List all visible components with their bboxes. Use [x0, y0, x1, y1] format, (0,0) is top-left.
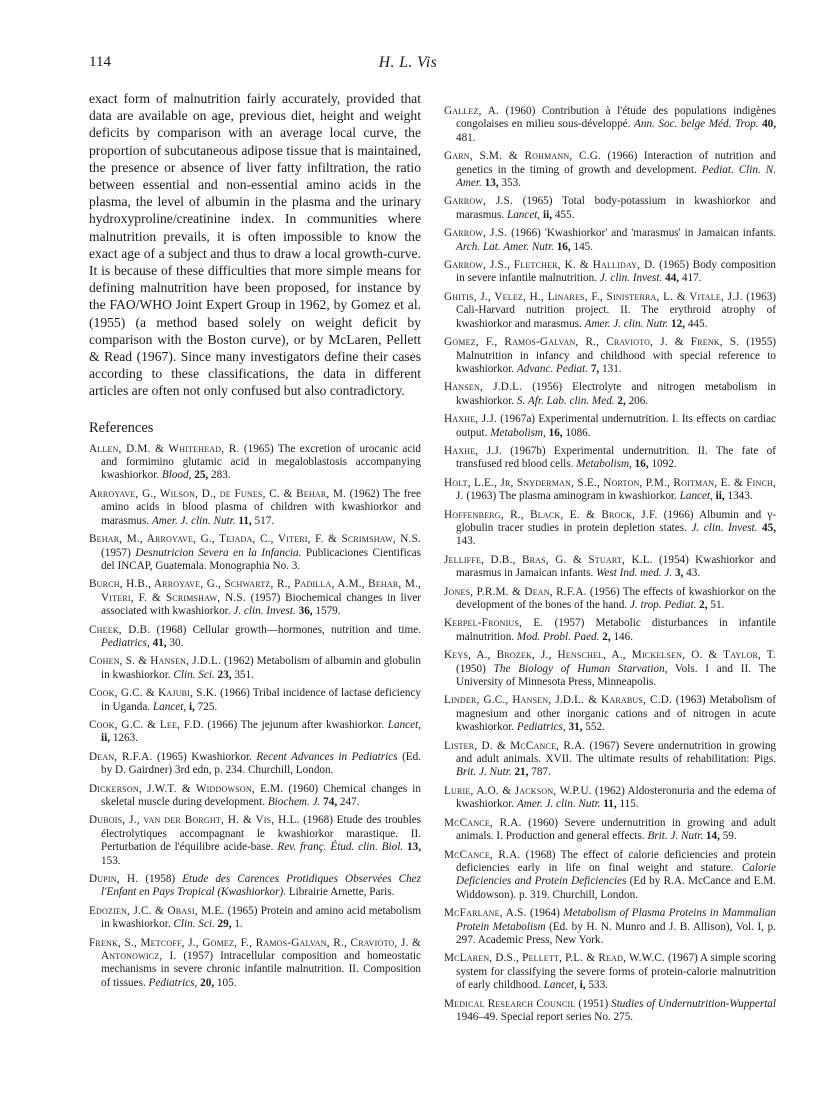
reference-title: Protein and amino acid metabolism in kwashiorkor.: [101, 904, 421, 931]
reference-pages: 552.: [585, 721, 605, 734]
reference-volume: 31,: [568, 721, 583, 734]
reference-volume: 23,: [217, 668, 232, 681]
reference-pages: 445.: [687, 317, 708, 330]
reference-pages: 283.: [211, 469, 231, 482]
reference-authors: Holt, L.E., Jr, Snyderman, S.E., Norton, P.M., Roitman, E. & Finch, J.: [444, 476, 776, 503]
reference-year: (1965): [243, 442, 274, 455]
reference-entry: [89, 578, 421, 618]
reference-entry: [444, 740, 776, 780]
reference-title: Metabolic disturbances in infantile malnutrition.: [456, 617, 777, 643]
page-number: 114: [89, 54, 111, 70]
reference-entry: [89, 937, 421, 991]
reference-pages: 351.: [234, 668, 254, 681]
reference-authors: Dupin, H.: [89, 873, 139, 886]
reference-title: Experimental undernutrition. II. The fate of transfused red blood cells.: [456, 444, 776, 471]
reference-year: (1967): [589, 739, 620, 752]
reference-journal: Advanc. Pediat.: [516, 362, 589, 375]
reference-entry: [444, 381, 776, 408]
reference-year: (1960): [505, 105, 536, 117]
references-list-left: [89, 443, 421, 991]
reference-authors: Haxhe, J.J.: [444, 444, 502, 457]
page-header: [0, 54, 816, 78]
reference-entry: [444, 445, 776, 472]
reference-authors: Garrow, J.S.: [444, 227, 508, 240]
reference-title: The plasma aminogram in kwashiorkor.: [498, 490, 677, 503]
reference-title: The free amino acids in blood plasma of children with kwashiorkor and marasmus.: [101, 487, 421, 527]
reference-authors: Garrow, J.S.: [444, 195, 513, 208]
reference-volume: 21,: [514, 766, 529, 779]
reference-journal: Biochem. J.: [267, 796, 321, 808]
reference-year: (1968): [525, 848, 556, 861]
reference-authors: Edozien, J.C. & Obasi, M.E.: [89, 904, 225, 917]
reference-journal: Metabolism of Plasma Proteins in Mammalian Protein Metabolism: [456, 907, 777, 933]
reference-pages: 517.: [254, 514, 275, 527]
reference-journal: J. clin. Invest.: [691, 521, 758, 534]
reference-authors: Medical Research Council: [444, 997, 576, 1010]
references-list-right: [444, 105, 776, 1024]
reference-volume: 45,: [762, 521, 777, 534]
reference-journal: Lancet,: [543, 979, 577, 992]
reference-authors: Hansen, J.D.L.: [444, 381, 523, 394]
reference-title: Aldosteronuria and the edema of kwashiorkor.: [456, 784, 776, 811]
reference-entry: [444, 617, 776, 644]
reference-volume: 11,: [603, 798, 617, 811]
reference-entry: [89, 719, 421, 746]
reference-volume: 7,: [590, 362, 600, 375]
reference-entry: [89, 873, 421, 900]
reference-authors: Gomez, F., Ramos-Galvan, R., Cravioto, J. & Frenk, S.: [444, 336, 740, 349]
reference-journal: Arch. Lat. Amer. Nutr.: [456, 240, 554, 253]
reference-title: Interaction of nutrition and genetics in the timing of growth and development.: [456, 150, 777, 176]
reference-authors: Haxhe, J.J.: [444, 413, 497, 426]
reference-title: The jejunum after kwashiorkor.: [240, 718, 385, 731]
reference-volume: 11,: [238, 514, 252, 527]
reference-authors: Allen, D.M. & Whitehead, R.: [89, 442, 240, 455]
reference-title: Malnutrition in infancy and childhood with special reference to kwashiorkor.: [456, 349, 776, 375]
reference-title: Intracellular composition and homeostatic mechanisms in severe chronic infantile malnutrition. II. Composition of tissues.: [101, 950, 422, 989]
reference-entry: [444, 907, 776, 947]
reference-authors: McLaren, D.S., Pellett, P.L. & Read, W.W.C.: [444, 952, 666, 965]
reference-pages: Vols. I and II. The University of Minnesota Press, Minneapolis.: [456, 662, 776, 689]
reference-entry: [444, 952, 776, 992]
reference-year: (1962): [223, 655, 254, 668]
reference-entry: [89, 533, 421, 573]
reference-entry: [89, 655, 421, 682]
reference-authors: McCance, R.A.: [444, 816, 522, 829]
reference-pages: 787.: [531, 766, 551, 779]
reference-year: (1966): [607, 150, 638, 163]
reference-journal: Lancet,: [506, 208, 541, 221]
left-column: [89, 90, 421, 995]
reference-journal: Blood,: [161, 469, 192, 482]
reference-authors: Hoffenberg, R., Black, E. & Brock, J.F.: [444, 508, 658, 521]
reference-volume: 3,: [674, 567, 684, 580]
reference-authors: Linder, G.C., Hansen, J.D.L. & Karabus, C.D.: [444, 694, 672, 707]
reference-authors: Garrow, J.S., Fletcher, K. & Halliday, D.: [444, 259, 656, 272]
reference-pages: 1946–49. Special report series No. 275.: [456, 1010, 634, 1023]
references-heading: References: [89, 419, 154, 436]
reference-journal: Amer. J. clin. Nutr.: [151, 514, 236, 527]
reference-journal: Amer. J. clin. Nutr.: [584, 317, 669, 330]
reference-authors: Lurie, A.O. & Jackson, W.P.U.: [444, 784, 592, 797]
reference-volume: ii,: [101, 732, 111, 745]
reference-pages: 143.: [456, 535, 476, 548]
reference-year: (1957): [250, 591, 281, 604]
reference-volume: 13,: [407, 841, 422, 854]
reference-journal: S. Afr. Lab. clin. Med.: [516, 394, 615, 407]
reference-volume: ii,: [715, 490, 725, 503]
body-paragraph: exact form of malnutrition fairly accurately, provided that data are available on age, previous diet, height and weight deficits by comparison with an average local curve, the proportion of subcutaneous adipose tissue that is maintained, the presence or absence of liver fatty infiltration, the ratio between essential and non-essential amino acids in the plasma, the level of albumin in the plasma and the urinary hydroxyproline/creatinine index. In communities where malnutrition prevails, it is often impossible to know the exact age of a subject and thus to draw a local growth-curve. It is because of these difficulties that more simple means for defining malnutrition have been proposed, for instance by the FAO/WHO Joint Expert Group in 1962, by Gomez et al. (1955) (a method based solely on weight deficit by comparison with the Boston curve), or by McLaren, Pellett & Read (1967). Since many investigators define their cases according to these classifications, the data in different articles are often not only confused but also contradictory.: [89, 91, 421, 399]
reference-volume: 29,: [217, 918, 232, 931]
reference-journal: Calorie Deficiencies and Protein Deficiencies: [456, 861, 776, 888]
reference-entry: [444, 105, 776, 145]
reference-year: (1963): [746, 290, 777, 303]
reference-pages: 247.: [339, 796, 360, 808]
reference-authors: Dean, R.F.A.: [89, 750, 153, 763]
reference-volume: 16,: [548, 426, 563, 439]
reference-year: (1955): [746, 336, 777, 349]
reference-entry: [444, 291, 776, 331]
reference-journal: Clin. Sci.: [173, 668, 215, 681]
reference-authors: Dubois, J., van der Borght, H. & Vis, H.L.: [89, 814, 300, 827]
reference-year: (1967b): [510, 444, 546, 457]
reference-authors: Behar, M., Arroyave, G., Tejada, C., Viteri, F. & Scrimshaw, N.S.: [89, 533, 421, 546]
reference-pages: 146.: [613, 630, 634, 643]
reference-volume: 25,: [194, 469, 209, 482]
reference-year: (1958): [145, 873, 176, 886]
reference-journal: Desnutricion Severa en la Infancia.: [135, 546, 302, 559]
reference-authors: Cook, G.C. & Kajubi, S.K.: [89, 687, 218, 700]
reference-title: Albumin and γ-globulin tracer studies in protein depletion states.: [456, 508, 776, 534]
reference-entry: [444, 336, 776, 376]
reference-year: (1960): [528, 816, 558, 829]
reference-pages: 353.: [501, 177, 521, 190]
reference-entry: [444, 649, 776, 689]
reference-year: (1965): [227, 904, 258, 917]
reference-volume: ii,: [543, 208, 553, 221]
reference-journal: Pediat. Clin. N. Amer.: [456, 163, 776, 190]
reference-pages: (Ed. by D. Gairdner) 3rd edn, p. 234. Churchill, London.: [101, 750, 422, 777]
reference-journal: Lancet,: [679, 490, 713, 503]
reference-title: Severe undernutrition in growing and adult animals. XVII. The ultimate results of rehabilitation: Pigs.: [456, 739, 777, 766]
reference-entry: [444, 998, 776, 1025]
reference-entry: [89, 783, 421, 810]
reference-entry: [444, 817, 776, 844]
reference-year: (1957): [554, 617, 585, 630]
reference-entry: [89, 624, 421, 651]
reference-entry: [444, 413, 776, 440]
reference-entry: [89, 905, 421, 932]
reference-year: (1965): [522, 195, 553, 208]
reference-entry: [444, 554, 776, 581]
reference-title: Kwashiorkor and marasmus in Jamaican infants.: [456, 553, 776, 580]
reference-pages: (Ed by R.A. McCance and E.M. Widdowson). p. 319. Churchill, London.: [456, 875, 776, 901]
reference-pages: 153.: [101, 854, 121, 867]
reference-pages: 455.: [554, 208, 575, 221]
reference-journal: The Biology of Human Starvation,: [493, 662, 668, 675]
reference-journal: Rev. franç. Étud. clin. Biol.: [277, 841, 404, 854]
reference-volume: 16,: [556, 240, 571, 253]
reference-authors: Jones, P.R.M. & Dean, R.F.A.: [444, 585, 587, 598]
reference-title: Kwashiorkor.: [191, 750, 252, 763]
reference-entry: [444, 694, 776, 734]
reference-authors: Keys, A., Brozek, J., Henschel, A., Mickelsen, O. & Taylor, T.: [444, 649, 776, 662]
reference-journal: Ann. Soc. belge Méd. Trop.: [634, 118, 759, 131]
reference-title: Cellular growth—hormones, nutrition and time.: [192, 623, 421, 636]
reference-journal: Amer. J. clin. Nutr.: [516, 798, 601, 811]
reference-journal: Brit. J. Nutr.: [647, 830, 704, 843]
reference-entry: [89, 443, 421, 483]
reference-authors: McCance, R.A.: [444, 848, 521, 861]
reference-journal: J. clin. Invest.: [599, 272, 663, 285]
reference-pages: 145.: [573, 240, 594, 253]
reference-title: Cali-Harvard nutrition project. II. The erythroid atrophy of kwashiorkor and marasmus.: [456, 304, 776, 330]
reference-year: (1951): [578, 997, 609, 1010]
reference-title: Chemical changes in skeletal muscle during development.: [101, 782, 421, 808]
reference-title: Electrolyte and nitrogen metabolism in kwashiorkor.: [456, 381, 776, 407]
reference-title: 'Kwashiorkor' and 'marasmus' in Jamaican infants.: [544, 227, 776, 240]
reference-title: Metabolism of magnesium and other inorganic cations and of nitrogen in acute kwashiorkor.: [456, 694, 777, 734]
reference-volume: 16,: [634, 458, 649, 471]
reference-volume: 2,: [602, 630, 611, 643]
reference-pages: 1086.: [565, 426, 591, 439]
reference-volume: 41,: [152, 636, 167, 649]
reference-authors: Gallez, A.: [444, 105, 499, 117]
reference-authors: Cohen, S. & Hansen, J.D.L.: [89, 655, 222, 668]
reference-year: (1967): [667, 952, 698, 965]
reference-year: (1965): [156, 750, 187, 763]
reference-pages: 1579.: [315, 605, 341, 618]
reference-title: Body composition in severe infantile malnutrition.: [456, 259, 777, 285]
reference-volume: 2,: [699, 599, 708, 611]
reference-authors: Arroyave, G., Wilson, D., de Funes, C. & Behar, M.: [89, 487, 347, 500]
reference-entry: [89, 488, 421, 528]
reference-year: (1966): [220, 687, 250, 700]
reference-volume: i,: [579, 979, 586, 992]
reference-pages: 43.: [686, 567, 701, 580]
reference-volume: 2,: [617, 394, 626, 407]
reference-pages: 417.: [681, 272, 702, 285]
reference-pages: 533.: [588, 979, 608, 992]
reference-journal: Lancet,: [387, 718, 421, 731]
reference-year: (1956): [532, 381, 563, 394]
reference-volume: 14,: [705, 830, 720, 843]
reference-authors: Dickerson, J.W.T. & Widdowson, E.M.: [89, 782, 284, 795]
reference-entry: [444, 195, 776, 222]
reference-year: (1957): [101, 546, 131, 559]
reference-year: (1968): [156, 623, 187, 636]
reference-journal: Mod. Probl. Paed.: [516, 630, 600, 643]
reference-title: The excretion of urocanic acid and formimino glutamic acid in megaloblastosis accompanying kwashiorkor.: [101, 442, 421, 482]
reference-pages: 30.: [169, 636, 184, 649]
reference-year: (1954): [659, 553, 689, 566]
reference-entry: [89, 751, 421, 778]
reference-title: A simple scoring system for classifying the severe forms of protein-calorie malnutrition of early childhood.: [456, 952, 776, 992]
reference-entry: [444, 477, 776, 504]
reference-volume: 44,: [665, 272, 680, 285]
reference-journal: J. clin. Invest.: [233, 605, 296, 618]
reference-year: (1966): [511, 227, 541, 240]
reference-entry: [444, 586, 776, 613]
reference-title: Total body-potassium in kwashiorkor and marasmus.: [456, 195, 776, 221]
reference-title: Etude des troubles électrolytiques accompagnant le kwashiorkor marastique. II. Perturbation de l'équilibre acide-base.: [101, 814, 422, 854]
right-column: [444, 105, 776, 1029]
reference-pages: 131.: [602, 362, 622, 375]
reference-volume: i,: [188, 700, 195, 713]
reference-journal: West Ind. med. J.: [596, 567, 673, 580]
reference-authors: Frenk, S., Metcoff, J., Gomez, F., Ramos-Galvan, R., Cravioto, J. & Antonowicz, I.: [89, 936, 421, 963]
reference-authors: Kerpel-Fronius, E.: [444, 617, 544, 630]
reference-pages: 105.: [216, 976, 237, 989]
reference-volume: 40,: [762, 118, 777, 131]
reference-pages: 725.: [197, 700, 218, 713]
reference-entry: [444, 150, 776, 190]
reference-pages: Publicaciones Cientificas del INCAP, Guatemala. Monographia No. 3.: [101, 546, 422, 572]
reference-journal: Pediatrics,: [101, 636, 150, 649]
reference-authors: Jelliffe, D.B., Bras, G. & Stuart, K.L.: [444, 553, 653, 566]
reference-year: (1962): [349, 487, 380, 500]
reference-volume: 20,: [200, 976, 215, 989]
reference-entry: [89, 687, 421, 714]
reference-journal: Studies of Undernutrition-Wuppertal: [611, 997, 777, 1010]
reference-entry: [444, 785, 776, 812]
reference-title: Contribution à l'étude des populations indigènes congolaises en milieu sous-développé.: [456, 105, 776, 131]
reference-entry: [444, 227, 776, 254]
reference-authors: Cook, G.C. & Lee, F.D.: [89, 718, 204, 731]
reference-volume: 13,: [484, 177, 499, 190]
reference-pages: Librairie Arnette, Paris.: [288, 886, 395, 899]
reference-title: Severe undernutrition in growing and adult animals. I. Production and general effects.: [456, 816, 777, 843]
reference-title: Metabolism of albumin and globulin in kwashiorkor.: [101, 655, 422, 681]
reference-entry: [89, 814, 421, 868]
reference-pages: 1263.: [112, 732, 138, 745]
reference-pages: 481.: [456, 131, 476, 144]
reference-entry: [444, 259, 776, 286]
reference-pages: 1092.: [651, 458, 677, 471]
reference-entry: [444, 509, 776, 549]
reference-journal: Recent Advances in Pediatrics: [256, 750, 398, 763]
reference-year: (1963): [675, 694, 706, 707]
reference-year: (1957): [183, 950, 214, 963]
reference-journal: Lancet,: [152, 700, 187, 713]
reference-pages: 115.: [619, 798, 639, 811]
reference-authors: Burch, H.B., Arroyave, G., Schwartz, R., Padilla, A.M., Behar, M., Viteri, F. & Scrimshaw, N.S.: [89, 578, 421, 604]
reference-year: (1967a): [500, 413, 536, 426]
reference-pages: 51.: [710, 599, 725, 611]
reference-year: (1964): [529, 907, 560, 920]
reference-entry: [444, 849, 776, 903]
reference-authors: McFarlane, A.S.: [444, 907, 527, 920]
reference-year: (1956): [589, 585, 620, 598]
reference-journal: Pediatrics,: [148, 976, 198, 989]
reference-title: Biochemical changes in liver associated with kwashiorkor.: [101, 591, 422, 618]
reference-year: (1950): [456, 662, 486, 675]
reference-volume: 12,: [671, 317, 686, 330]
reference-authors: Cheek, D.B.: [89, 623, 151, 636]
reference-authors: Ghitis, J., Velez, H., Linares, F., Sinisterra, L. & Vitale, J.J.: [444, 290, 743, 303]
reference-volume: 74,: [323, 796, 338, 808]
reference-year: (1966): [663, 508, 694, 521]
reference-journal: J. trop. Pediat.: [629, 599, 697, 611]
reference-journal: Clin. Sci.: [173, 918, 215, 931]
reference-year: (1963): [466, 490, 497, 503]
reference-year: (1965): [659, 259, 689, 272]
reference-year: (1960): [288, 782, 319, 795]
reference-pages: 1343.: [727, 490, 753, 503]
reference-journal: Metabolism,: [490, 426, 546, 439]
reference-journal: Brit. J. Nutr.: [456, 766, 512, 779]
reference-pages: 206.: [628, 394, 649, 407]
reference-year: (1968): [303, 814, 333, 827]
reference-title: Tribal incidence of lactase deficiency in Uganda.: [101, 687, 422, 713]
reference-authors: Lister, D. & McCance, R.A.: [444, 739, 586, 752]
reference-title: The effect of calorie deficiencies and protein deficiencies early in life on final weight and stature.: [456, 848, 776, 874]
reference-journal: Metabolism,: [576, 458, 632, 471]
reference-title: Experimental undernutrition. I. Its effects on cardiac output.: [456, 413, 777, 439]
reference-journal: Pediatrics,: [516, 721, 566, 734]
reference-authors: Garn, S.M. & Rohmann, C.G.: [444, 150, 601, 163]
reference-title: The effects of kwashiorkor on the development of the bones of the hand.: [456, 585, 776, 611]
reference-year: (1962): [595, 784, 625, 797]
reference-pages: (Ed. by H. N. Munro and J. B. Allison), Vol. I, p. 297. Academic Press, New York.: [456, 920, 777, 946]
reference-year: (1966): [207, 718, 238, 731]
reference-volume: 36,: [298, 605, 313, 618]
reference-journal: Etude des Carences Protidiques Observées Chez l'Enfant en Pays Tropical (Kwashiorkor).: [101, 873, 422, 899]
running-head: H. L. Vis: [378, 54, 438, 71]
reference-pages: 59.: [722, 830, 737, 843]
reference-pages: 1.: [234, 918, 243, 931]
